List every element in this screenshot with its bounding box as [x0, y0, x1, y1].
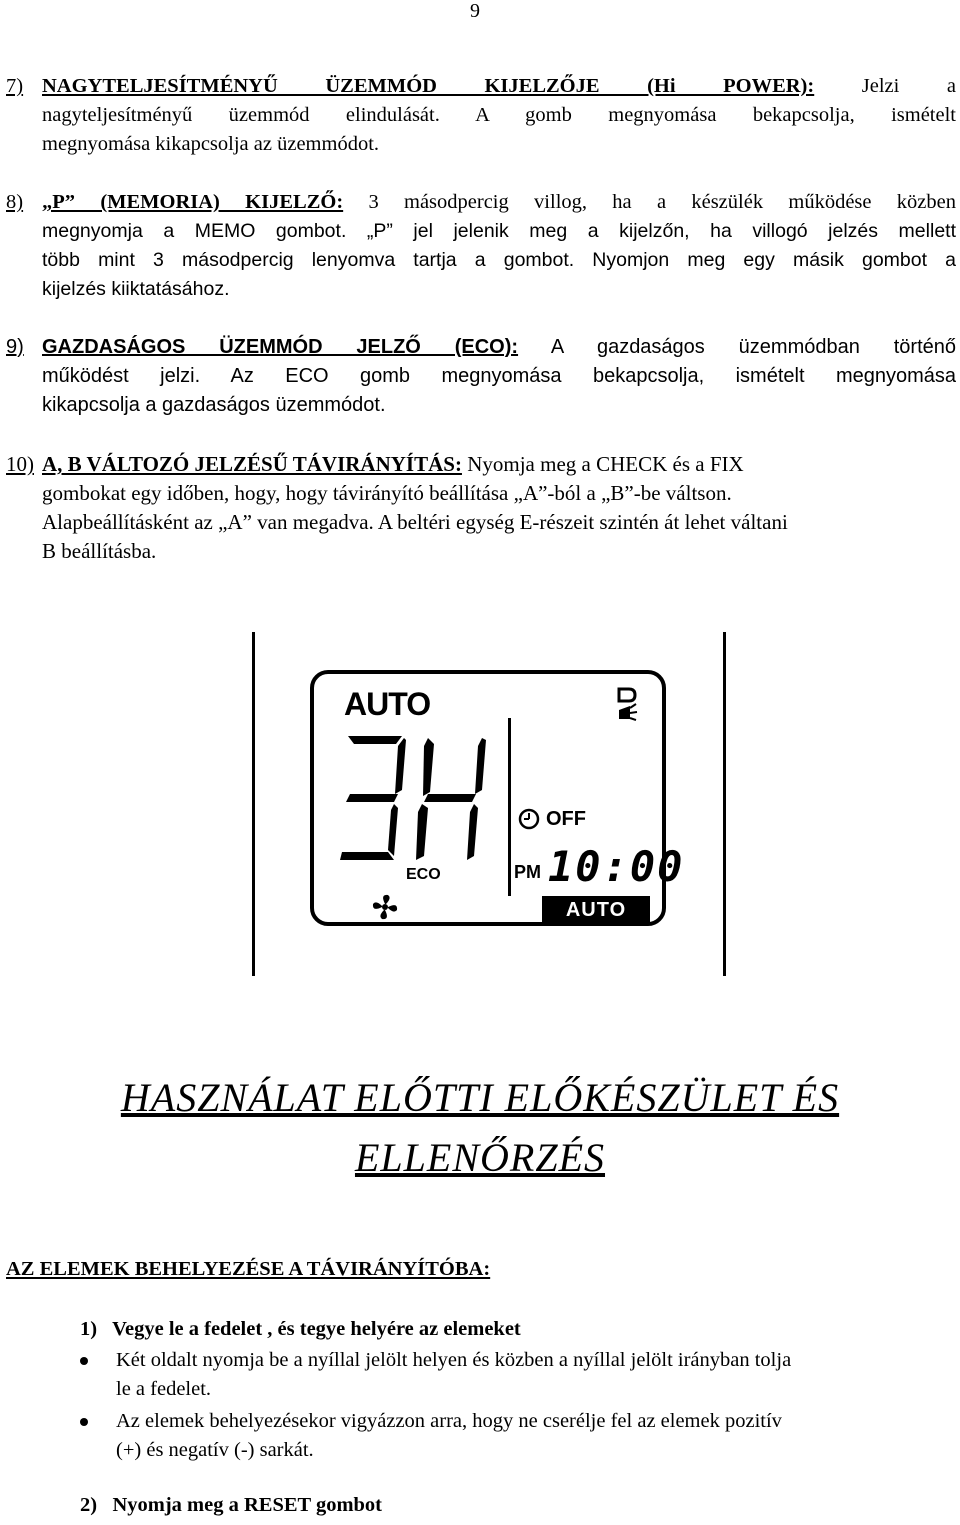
- bullet-2-line2: (+) és negatív (-) sarkát.: [116, 1439, 314, 1461]
- item-8-line1: 3 másodpercig villog, ha a készülék működése közben: [343, 191, 956, 213]
- item-9-line3: kikapcsolja a gazdaságos üzemmódot.: [42, 394, 386, 416]
- item-10-line2: gombokat egy időben, hogy, hogy távirányító beállítása „A”-ból a „B”-be váltson.: [42, 481, 732, 505]
- pm-label: PM: [514, 862, 541, 882]
- item-10-line3: Alapbeállításként az „A” van megadva. A beltéri egység E-részeit szintén át lehet váltani: [42, 510, 788, 534]
- remote-left-edge: [252, 632, 255, 976]
- section-heading: [0, 1068, 960, 1188]
- item-7-line3: megnyomása kikapcsolja az üzemmódot.: [42, 133, 380, 155]
- timer-off-label: OFF: [546, 808, 586, 830]
- battery-section-title: AZ ELEMEK BEHELYEZÉSE A TÁVIRÁNYÍTÓBA:: [6, 1258, 491, 1280]
- lcd-divider: [508, 718, 511, 896]
- item-7-line1: Jelzi a: [814, 75, 956, 97]
- bullet-1-line1: Két oldalt nyomja be a nyíllal jelölt helyen és közben a nyíllal jelölt irányban tolja: [116, 1349, 792, 1371]
- bullet-1: [80, 1346, 956, 1404]
- bullet-2: [80, 1407, 956, 1465]
- item-8-line2: megnyomja a MEMO gombot. „P” jel jelenik meg a kijelzőn, ha villogó jelzés mellett: [42, 220, 956, 242]
- item-9: [6, 333, 956, 420]
- temperature-display: [340, 732, 490, 864]
- item-10: [6, 450, 956, 566]
- page-number: 9: [470, 0, 480, 22]
- item-7-title: NAGYTELJESÍTMÉNYŰ ÜZEMMÓD KIJELZŐJE (Hi POWER):: [42, 75, 815, 97]
- item-8-title: „P” (MEMORIA) KIJELZŐ:: [42, 191, 344, 213]
- bullet-2-line1: Az elemek behelyezésekor vigyázzon arra, hogy ne cserélje fel az elemek pozitív: [116, 1410, 782, 1432]
- section-heading-line2: ELLENŐRZÉS: [354, 1135, 606, 1180]
- item-10-line4: B beállításba.: [42, 539, 157, 563]
- item-9-line2: működést jelzi. Az ECO gomb megnyomása bekapcsolja, ismételt megnyomása: [42, 365, 956, 387]
- clock-time-display: 10:00: [548, 842, 685, 891]
- item-9-title: GAZDASÁGOS ÜZEMMÓD JELZŐ (ECO):: [42, 336, 519, 358]
- bullet-dot: [80, 1418, 88, 1426]
- step-2: 2) Nyomja meg a RESET gombot: [80, 1494, 382, 1516]
- item-7: [6, 72, 956, 159]
- fan-auto-label: AUTO: [542, 896, 650, 924]
- bullet-dot: [80, 1357, 88, 1365]
- item-8-line3: több mint 3 másodpercig lenyomva tartja a gombot. Nyomjon meg egy másik gombot a: [42, 249, 956, 271]
- item-10-title: A, B VÁLTOZÓ JELZÉSŰ TÁVIRÁNYÍTÁS:: [42, 452, 462, 476]
- eco-label: ECO: [406, 866, 441, 883]
- item-8-line4: kijelzés kiiktatásához.: [42, 278, 230, 300]
- item-8-number: 8): [6, 191, 24, 213]
- item-9-number: 9): [6, 336, 24, 358]
- step-1: 1) Vegye le a fedelet , és tegye helyére az elemeket: [80, 1318, 521, 1340]
- item-9-line1: A gazdaságos üzemmódban történő: [518, 336, 956, 358]
- mode-auto-label: AUTO: [344, 686, 431, 722]
- remote-lcd-figure: [252, 632, 726, 976]
- memory-p-icon: [616, 686, 638, 722]
- temperature-value: 3H: [340, 732, 342, 733]
- item-8: [6, 188, 956, 304]
- clock-icon: [518, 808, 540, 830]
- item-7-number: 7): [6, 75, 24, 97]
- item-10-number: 10): [6, 452, 34, 476]
- item-10-line1: Nyomja meg a CHECK és a FIX: [461, 452, 744, 476]
- remote-right-edge: [723, 632, 726, 976]
- fan-icon: [370, 892, 400, 922]
- section-heading-line1: HASZNÁLAT ELŐTTI ELŐKÉSZÜLET ÉS: [120, 1075, 840, 1120]
- item-7-line2: nagyteljesítményű üzemmód elindulását. A gomb megnyomása bekapcsolja, ismételt: [42, 104, 956, 126]
- bullet-1-line2: le a fedelet.: [116, 1378, 212, 1400]
